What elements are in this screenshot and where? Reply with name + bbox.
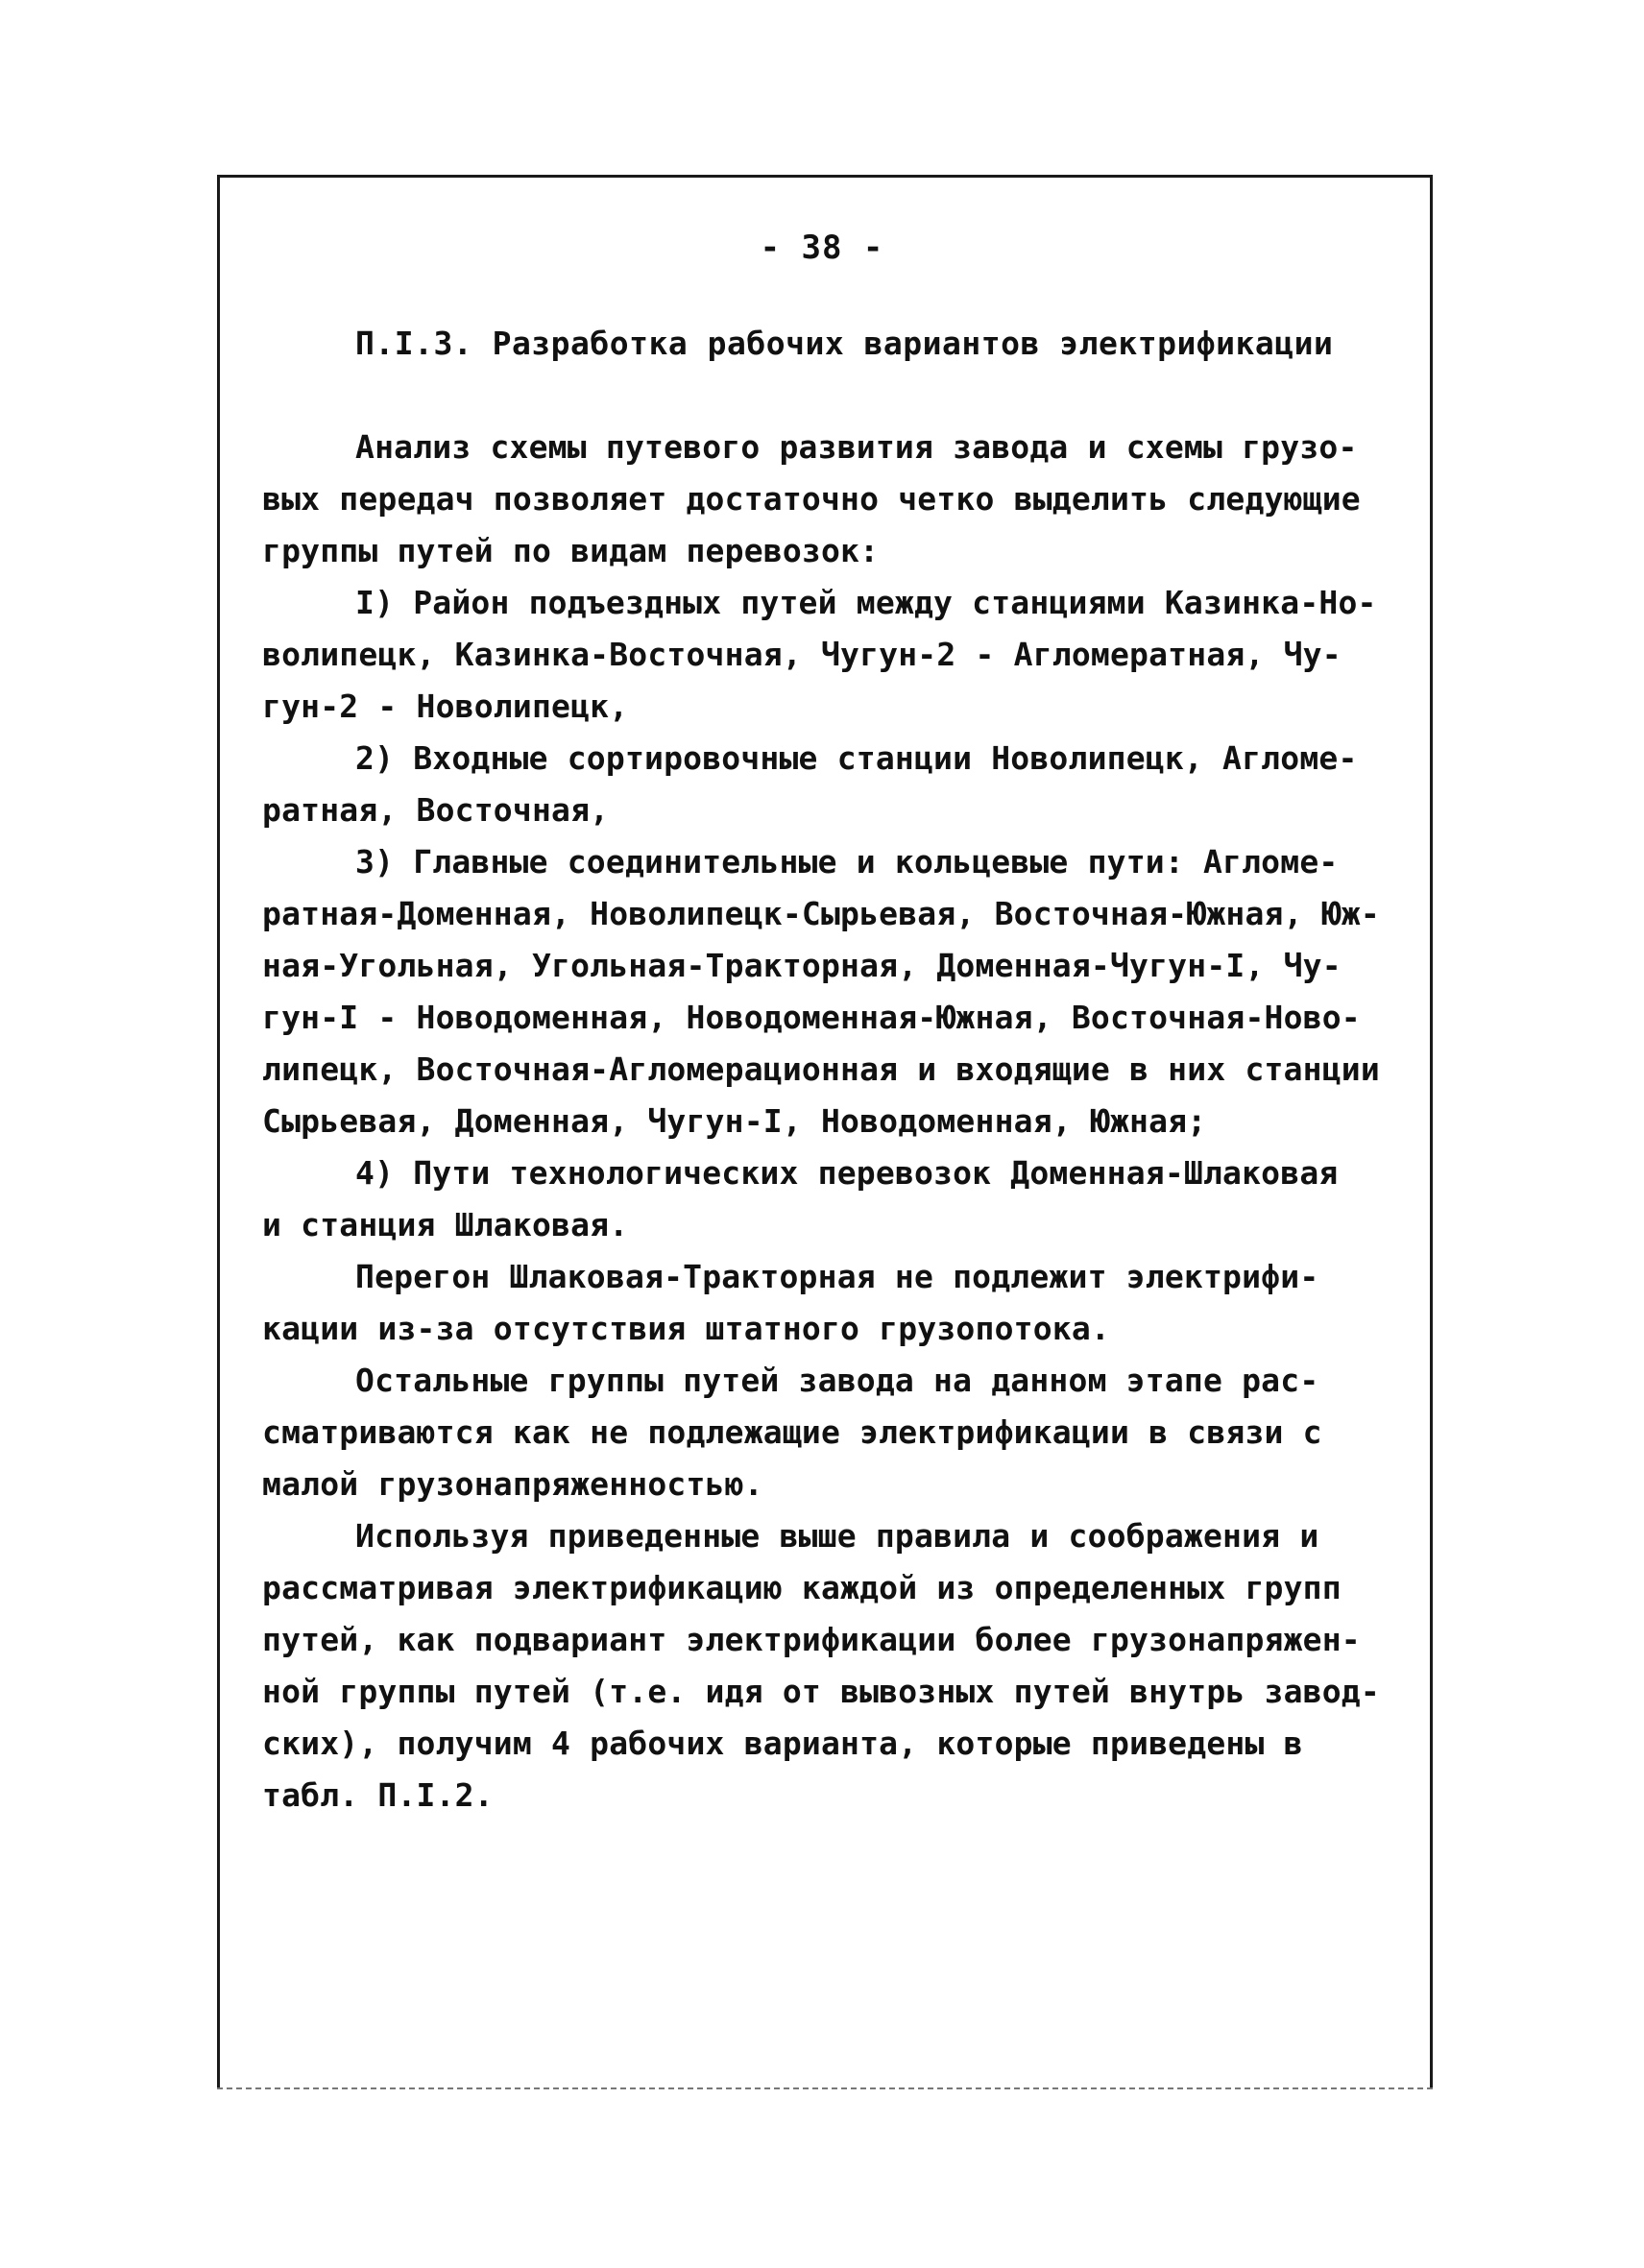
text-line: путей, как подвариант электрификации более грузонапряжен- xyxy=(262,1621,1361,1658)
text-line: вых передач позволяет достаточно четко выделить следующие xyxy=(262,480,1361,518)
page-frame-bottom-rule xyxy=(217,2087,1433,2089)
text-line: сматриваются как не подлежащие электрификации в связи с xyxy=(262,1413,1322,1451)
text-line: ной группы путей (т.е. идя от вывозных путей внутрь завод- xyxy=(262,1673,1380,1710)
text-line: I) Район подъездных путей между станциями Казинка-Но- xyxy=(355,584,1377,621)
text-line: кации из-за отсутствия штатного грузопотока. xyxy=(262,1310,1110,1347)
text-line: гун-I - Новодоменная, Новодоменная-Южная, Восточная-Ново- xyxy=(262,999,1361,1036)
page-number: - 38 - xyxy=(760,229,884,267)
text-line: ная-Угольная, Угольная-Тракторная, Доменная-Чугун-I, Чу- xyxy=(262,947,1342,984)
text-line: липецк, Восточная-Агломерационная и входящие в них станции xyxy=(262,1050,1380,1088)
text-line: группы путей по видам перевозок: xyxy=(262,532,880,569)
text-line: Перегон Шлаковая-Тракторная не подлежит электрифи- xyxy=(355,1258,1319,1295)
section-heading: П.I.3. Разработка рабочих вариантов электрификации xyxy=(355,325,1334,362)
text-line: Сырьевая, Доменная, Чугун-I, Новодоменная, Южная; xyxy=(262,1102,1207,1140)
text-line: ратная-Доменная, Новолипецк-Сырьевая, Восточная-Южная, Юж- xyxy=(262,895,1380,932)
text-line: ских), получим 4 рабочих варианта, которые приведены в xyxy=(262,1725,1303,1762)
text-line: 3) Главные соединительные и кольцевые пути: Агломе- xyxy=(355,843,1339,881)
text-line: малой грузонапряженностью. xyxy=(262,1465,763,1503)
text-line: и станция Шлаковая. xyxy=(262,1206,629,1243)
text-line: ратная, Восточная, xyxy=(262,791,610,829)
text-line: 2) Входные сортировочные станции Новолипецк, Агломе- xyxy=(355,739,1358,777)
text-line: 4) Пути технологических перевозок Доменная-Шлаковая xyxy=(355,1154,1339,1192)
text-line: Остальные группы путей завода на данном этапе рас- xyxy=(355,1362,1319,1399)
text-line: гун-2 - Новолипецк, xyxy=(262,688,629,725)
text-line: Анализ схемы путевого развития завода и схемы грузо- xyxy=(355,428,1358,466)
text-line: табл. П.I.2. xyxy=(262,1776,494,1814)
text-line: волипецк, Казинка-Восточная, Чугун-2 - Агломератная, Чу- xyxy=(262,636,1342,673)
text-line: Используя приведенные выше правила и соображения и xyxy=(355,1517,1319,1555)
text-line: рассматривая электрификацию каждой из определенных групп xyxy=(262,1569,1342,1606)
